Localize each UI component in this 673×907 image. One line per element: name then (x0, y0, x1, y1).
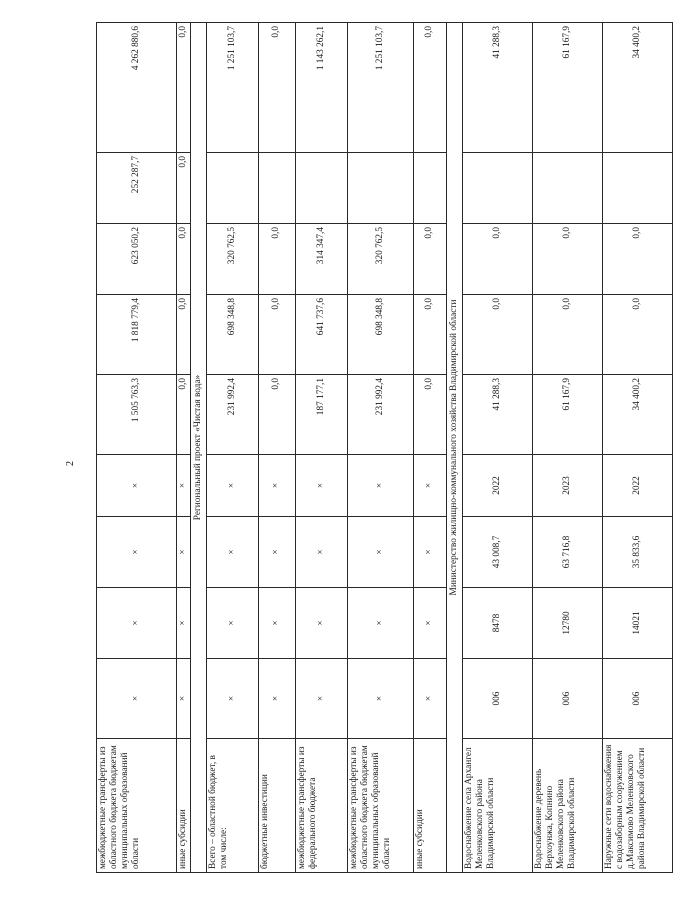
cell-total: 61 167,9 (532, 375, 602, 455)
cell-total: 41 288,3 (462, 375, 532, 455)
cell-2023: 0,0 (532, 224, 602, 295)
cell-2024 (347, 153, 413, 224)
cell-cost: 35 833,6 (602, 517, 672, 588)
cell-2024: 252 287,7 (97, 153, 177, 224)
cell-year: × (347, 455, 413, 517)
cell-cost: × (258, 517, 295, 588)
cell-total: 187 177,1 (295, 375, 347, 455)
cell-code: × (97, 659, 177, 739)
row-name: Всего – областной бюджет, в том числе: (206, 739, 258, 873)
cell-cost: × (97, 517, 177, 588)
cell-code: × (177, 659, 191, 739)
cell-capacity: 14021 (602, 588, 672, 659)
cell-cost: 43 008,7 (462, 517, 532, 588)
cell-2022: 641 737,6 (295, 295, 347, 375)
cell-code: 006 (532, 659, 602, 739)
row-name: Водоснабжение деревень Верхоунжа, Копнино Меленковского района Владимирской области (532, 739, 602, 873)
cell-total: 0,0 (258, 375, 295, 455)
cell-year: 2023 (532, 455, 602, 517)
row-name: Водоснабжение села Архангел Меленковского района Владимирской области (462, 739, 532, 873)
cell-capacity: × (258, 588, 295, 659)
section-row (446, 23, 462, 873)
cell-2024 (413, 153, 446, 224)
table-row (97, 23, 177, 873)
cell-2023: 0,0 (258, 224, 295, 295)
table-row (258, 23, 295, 873)
cell-remaining: 1 143 262,1 (295, 23, 347, 153)
cell-capacity: × (413, 588, 446, 659)
cell-2024 (532, 153, 602, 224)
cell-2023: 320 762,5 (206, 224, 258, 295)
cell-capacity: × (97, 588, 177, 659)
cell-2024 (258, 153, 295, 224)
cell-total: 34 400,2 (602, 375, 672, 455)
row-name: иные субсидии (177, 739, 191, 873)
cell-2022: 0,0 (177, 295, 191, 375)
table-row (462, 23, 532, 873)
cell-remaining: 34 400,2 (602, 23, 672, 153)
cell-2024 (206, 153, 258, 224)
cell-code: 006 (462, 659, 532, 739)
cell-2022: 0,0 (462, 295, 532, 375)
cell-remaining: 0,0 (413, 23, 446, 153)
cell-2022: 698 348,8 (347, 295, 413, 375)
cell-cost: × (413, 517, 446, 588)
cell-remaining: 4 262 880,6 (97, 23, 177, 153)
cell-year: × (206, 455, 258, 517)
table-row (206, 23, 258, 873)
cell-2023: 623 050,2 (97, 224, 177, 295)
row-name: бюджетные инвестиции (258, 739, 295, 873)
cell-2024 (462, 153, 532, 224)
cell-2023: 0,0 (413, 224, 446, 295)
cell-capacity: × (206, 588, 258, 659)
cell-2024 (602, 153, 672, 224)
cell-2022: 0,0 (602, 295, 672, 375)
cell-2023: 320 762,5 (347, 224, 413, 295)
cell-capacity: 12780 (532, 588, 602, 659)
cell-remaining: 1 251 103,7 (347, 23, 413, 153)
cell-total: 0,0 (413, 375, 446, 455)
cell-year: × (97, 455, 177, 517)
cell-remaining: 0,0 (258, 23, 295, 153)
cell-capacity: × (347, 588, 413, 659)
cell-cost: × (177, 517, 191, 588)
table-row (177, 23, 191, 873)
cell-remaining: 41 288,3 (462, 23, 532, 153)
cell-2022: 0,0 (258, 295, 295, 375)
budget-table (96, 23, 647, 873)
cell-year: × (413, 455, 446, 517)
cell-code: × (295, 659, 347, 739)
cell-total: 1 505 763,3 (97, 375, 177, 455)
row-name: межбюджетные трансферты из областного бюджета бюджетам муниципальных образований области (347, 739, 413, 873)
cell-2022: 698 348,8 (206, 295, 258, 375)
cell-remaining: 61 167,9 (532, 23, 602, 153)
table-row (347, 23, 413, 873)
row-name: межбюджетные трансферты из федерального бюджета (295, 739, 347, 873)
cell-code: × (258, 659, 295, 739)
cell-cost: × (295, 517, 347, 588)
cell-code: × (413, 659, 446, 739)
cell-capacity: × (177, 588, 191, 659)
cell-year: × (258, 455, 295, 517)
cell-2022: 1 818 779,4 (97, 295, 177, 375)
row-name: иные субсидии (413, 739, 446, 873)
cell-capacity: × (295, 588, 347, 659)
section-title-ministry: Министерство жилищно-коммунального хозяйства Владимирской области (446, 23, 462, 873)
cell-cost: × (347, 517, 413, 588)
row-name: Наружные сети водоснабжения с водозаборным сооружением д.Максимово Меленковского района Владимирской области (602, 739, 672, 873)
page-number: 2 (65, 461, 76, 466)
cell-total: 231 992,4 (206, 375, 258, 455)
cell-2023: 0,0 (462, 224, 532, 295)
table-row (532, 23, 602, 873)
cell-2024 (295, 153, 347, 224)
cell-2023: 314 347,4 (295, 224, 347, 295)
cell-code: × (206, 659, 258, 739)
cell-year: × (177, 455, 191, 517)
table-row (602, 23, 672, 873)
cell-cost: × (206, 517, 258, 588)
cell-2024: 0,0 (177, 153, 191, 224)
cell-year: × (295, 455, 347, 517)
table-row (413, 23, 446, 873)
row-name: межбюджетные трансферты из областного бюджета бюджетам муниципальных образований области (97, 739, 177, 873)
cell-2023: 0,0 (177, 224, 191, 295)
cell-2023: 0,0 (602, 224, 672, 295)
section-title-project: Региональный проект «Чистая вода» (191, 23, 207, 873)
cell-total: 0,0 (177, 375, 191, 455)
cell-total: 231 992,4 (347, 375, 413, 455)
cell-code: 006 (602, 659, 672, 739)
cell-2022: 0,0 (413, 295, 446, 375)
cell-capacity: 8478 (462, 588, 532, 659)
cell-year: 2022 (602, 455, 672, 517)
cell-cost: 63 716,8 (532, 517, 602, 588)
cell-2022: 0,0 (532, 295, 602, 375)
cell-remaining: 1 251 103,7 (206, 23, 258, 153)
cell-remaining: 0,0 (177, 23, 191, 153)
cell-year: 2022 (462, 455, 532, 517)
cell-code: × (347, 659, 413, 739)
table-row (295, 23, 347, 873)
section-row (191, 23, 207, 873)
